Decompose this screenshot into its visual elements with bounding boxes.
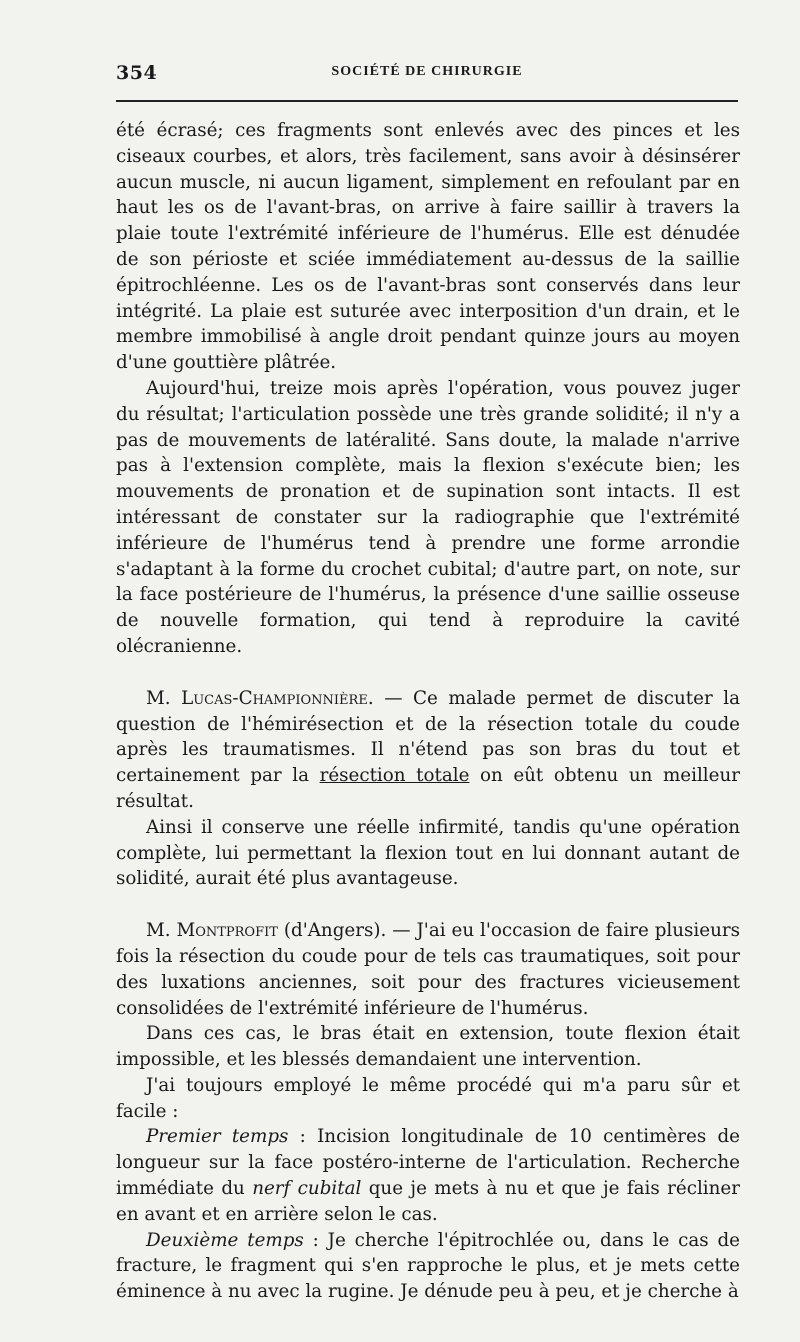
speaker-name: M. Montprofit: [146, 920, 278, 942]
step-deuxieme-temps: Deuxième temps : Je cherche l'épitrochlée ou, dans le cas de fracture, le fragment qui s'en rapproche le plus, et je mets cette éminence à nu avec la rugine. Je dénude peu à peu, et je cherche à: [116, 1229, 740, 1303]
italic-term: nerf cubital: [252, 1178, 362, 1200]
step-label: Deuxième temps: [146, 1229, 304, 1251]
page-header: [116, 62, 738, 88]
step-premier-temps: Premier temps : Incision longitudinale de 10 centimères de longueur sur la face postéro-interne de l'articulation. Recherche immédiate du nerf cubital que je mets à nu et que je fais récliner en avant et en arrière selon le cas.: [116, 1126, 740, 1225]
running-title: SOCIÉTÉ DE CHIRURGIE: [331, 64, 523, 79]
speaker-name: M. Lucas-Championnière.: [146, 687, 374, 709]
paragraph-continued: été écrasé; ces fragments sont enlevés avec des pinces et les ciseaux courbes, et alors, très facilement, sans avoir à désinsérer aucun muscle, ni aucun ligament, simplement en refoulant par en haut les os de l'avant-bras, on arrive à faire saillir à travers la plaie toute l'extrémité inférieure de l'humérus. Elle est dénudée de son périoste et sciée immédiatement au-dessus de la saillie épitrochléenne. Les os de l'avant-bras sont conservés dans leur intégrité. La plaie est suturée avec interposition d'un drain, et le membre immobilisé à angle droit pendant quinze jours au moyen d'une gouttière plâtrée.: [116, 120, 740, 374]
header-rule: [116, 100, 738, 102]
body-text: [116, 118, 740, 1305]
montprofit-paragraph-2: Dans ces cas, le bras était en extension, toute flexion était impossible, et les blessés demandaient une intervention.: [116, 1023, 740, 1071]
step-label: Premier temps: [146, 1126, 289, 1148]
montprofit-paragraph-3: J'ai toujours employé le même procédé qui m'a paru sûr et facile :: [116, 1074, 740, 1122]
paragraph-result: Aujourd'hui, treize mois après l'opération, vous pouvez juger du résultat; l'articulation possède une très grande solidité; il n'y a pas de mouvements de latéralité. Sans doute, la malade n'arrive pas à l'extension complète, mais la flexion s'exécute bien; les mouvements de pronation et de supination sont intacts. Il est intéressant de constater sur la radiographie que l'extrémité inférieure de l'humérus tend à prendre une forme arrondie s'adaptant à la forme du crochet cubital; d'autre part, on note, sur la face postérieure de l'humérus, la présence d'une saillie osseuse de nouvelle formation, qui tend à reproduire la cavité olécranienne.: [116, 377, 740, 657]
page-number: 354: [116, 62, 158, 84]
lucas-championniere-remark: M. Lucas-Championnière. — Ce malade permet de discuter la question de l'hémirésection et de la résection totale du coude après les traumatismes. Il n'étend pas son bras du tout et certainement par la résection totale on eût obtenu un meilleur résultat.: [116, 687, 740, 812]
montprofit-remark: M. Montprofit (d'Angers). — J'ai eu l'occasion de faire plusieurs fois la résection du coude pour de tels cas traumatiques, soit pour des luxations anciennes, soit pour des fractures vicieusement consolidées de l'extrémité inférieure de l'humérus.: [116, 920, 740, 1019]
underlined-phrase: résection totale: [319, 765, 470, 787]
lucas-paragraph-2: Ainsi il conserve une réelle infirmité, tandis qu'une opération complète, lui permettant la flexion tout en lui donnant autant de solidité, aurait été plus avantageuse.: [116, 816, 740, 890]
